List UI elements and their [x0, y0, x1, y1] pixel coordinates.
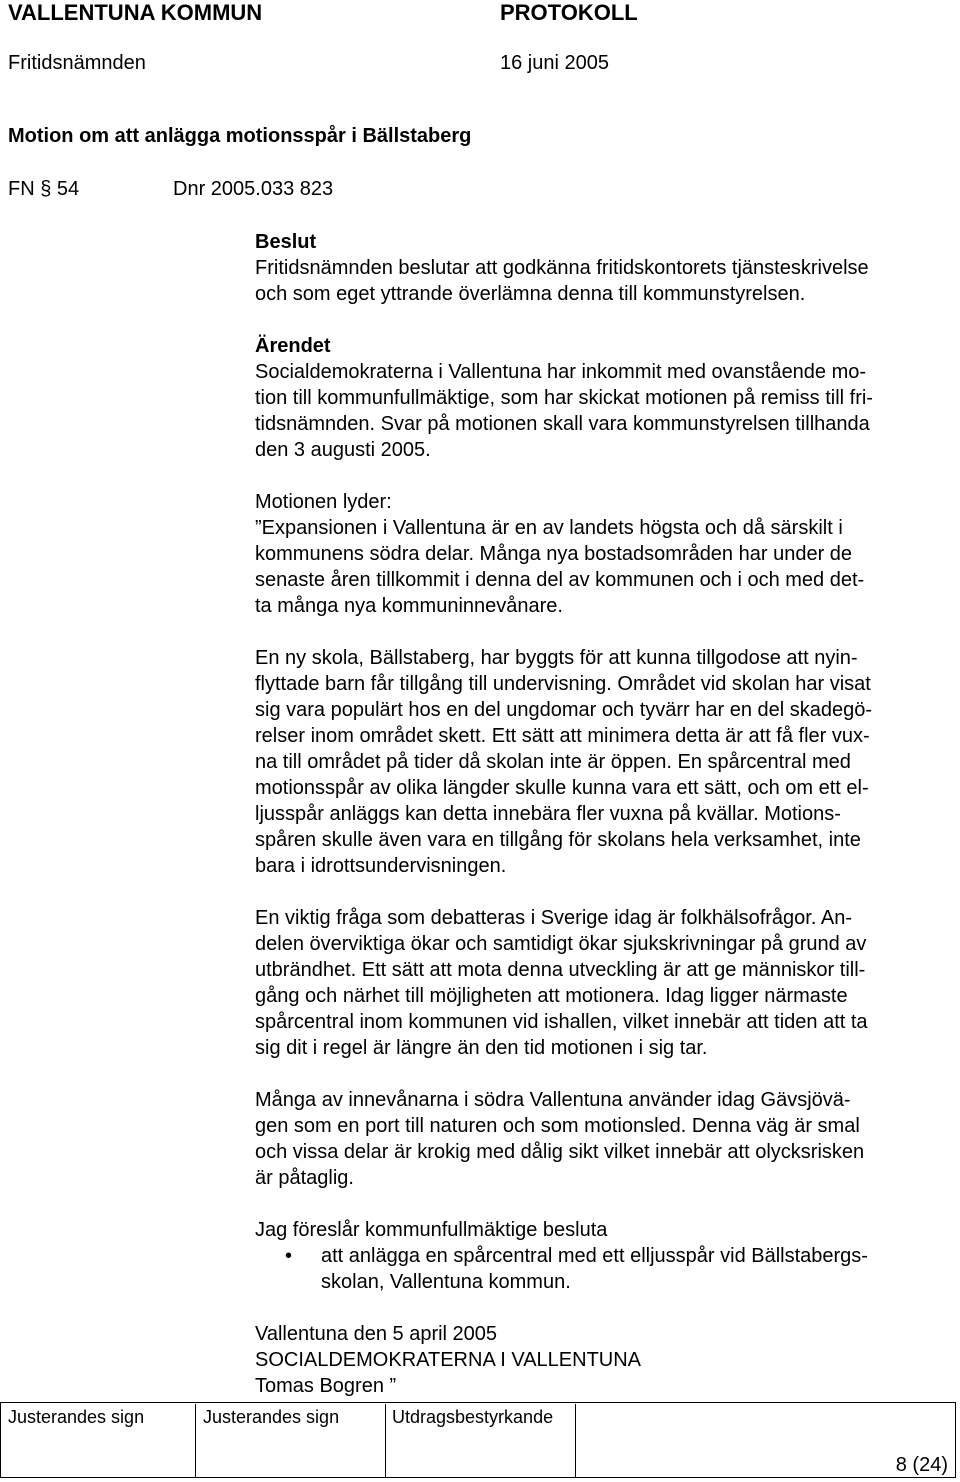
- motion-paragraph-2: [255, 645, 955, 879]
- case-number: Dnr 2005.033 823: [173, 178, 334, 200]
- document-type: PROTOKOLL: [500, 0, 638, 25]
- signature-date: Vallentuna den 5 april 2005: [255, 1323, 498, 1345]
- signature-name: Tomas Bogren ”: [255, 1375, 397, 1397]
- beslut-heading: Beslut: [255, 231, 317, 253]
- text-line: sig vara populärt hos en del ungdomar och tyvärr har en del skadegö-: [255, 699, 873, 721]
- text-line: skolan, Vallentuna kommun.: [321, 1271, 571, 1293]
- meeting-date: 16 juni 2005: [500, 52, 609, 74]
- text-line: att anlägga en spårcentral med ett elljusspår vid Bällstabergs-: [321, 1245, 868, 1267]
- text-line: Fritidsnämnden beslutar att godkänna fritidskontorets tjänsteskrivelse: [255, 257, 869, 279]
- text-line: flyttade barn får tillgång till undervisning. Området vid skolan har visat: [255, 673, 871, 695]
- text-line: och som eget yttrande överlämna denna till kommunstyrelsen.: [255, 283, 806, 305]
- text-line: tidsnämnden. Svar på motionen skall vara kommunstyrelsen tillhanda: [255, 413, 870, 435]
- text-line: ljusspår anläggs kan detta innebära fler vuxna på kvällar. Motions-: [255, 803, 841, 825]
- section-number: FN § 54: [8, 178, 80, 200]
- arendet-text: [255, 359, 955, 463]
- page-number: 8 (24): [895, 1454, 948, 1476]
- justerandes-sign-1: Justerandes sign: [8, 1407, 145, 1427]
- beslut-text: [255, 255, 955, 307]
- text-line: gång och närhet till möjligheten att motionera. Idag ligger närmaste: [255, 985, 848, 1007]
- motion-paragraph-3: [255, 905, 955, 1061]
- text-line: är påtaglig.: [255, 1167, 354, 1189]
- bullet-icon: •: [285, 1245, 293, 1267]
- text-line: gen som en port till naturen och som motionsled. Denna väg är smal: [255, 1115, 860, 1137]
- motion-paragraph-1: [255, 515, 955, 619]
- motion-paragraph-4: [255, 1087, 955, 1191]
- proposal-intro: Jag föreslår kommunfullmäktige besluta: [255, 1219, 608, 1241]
- document-body: [255, 229, 955, 1399]
- text-line: na till området på tider då skolan inte är öppen. En spårcentral med: [255, 751, 851, 773]
- text-line: utbrändhet. Ett sätt att mota denna utveckling är att ge människor till-: [255, 959, 866, 981]
- text-line: den 3 augusti 2005.: [255, 439, 431, 461]
- page-title: Motion om att anlägga motionsspår i Bällstaberg: [8, 125, 472, 147]
- text-line: ta många nya kommuninnevånare.: [255, 595, 563, 617]
- justerandes-sign-2: Justerandes sign: [203, 1407, 340, 1427]
- signature-block: [255, 1321, 955, 1399]
- footer: [0, 1402, 956, 1478]
- text-line: motionsspår av olika längder skulle kunna vara ett sätt, och om ett el-: [255, 777, 869, 799]
- text-line: kommunens södra delar. Många nya bostadsområden har under de: [255, 543, 853, 565]
- motion-intro: Motionen lyder:: [255, 491, 392, 513]
- proposal-bullet: [255, 1243, 955, 1295]
- text-line: Socialdemokraterna i Vallentuna har inkommit med ovanstående mo-: [255, 361, 867, 383]
- text-line: Många av innevånarna i södra Vallentuna använder idag Gävsjövä-: [255, 1089, 851, 1111]
- text-line: bara i idrottsundervisningen.: [255, 855, 507, 877]
- text-line: delen överviktiga ökar och samtidigt ökar sjukskrivningar på grund av: [255, 933, 867, 955]
- text-line: relser inom området skett. Ett sätt att minimera detta är att få fler vux-: [255, 725, 870, 747]
- signature-party: SOCIALDEMOKRATERNA I VALLENTUNA: [255, 1349, 642, 1371]
- text-line: spårcentral inom kommunen vid ishallen, vilket innebär att tiden att ta: [255, 1011, 868, 1033]
- arendet-heading: Ärendet: [255, 335, 331, 357]
- text-line: En viktig fråga som debatteras i Sverige idag är folkhälsofrågor. An-: [255, 907, 852, 929]
- municipality-name: VALLENTUNA KOMMUN: [8, 0, 263, 25]
- text-line: och vissa delar är krokig med dålig sikt vilket innebär att olycksrisken: [255, 1141, 865, 1163]
- text-line: senaste åren tillkommit i denna del av kommunen och i och med det-: [255, 569, 865, 591]
- text-line: spåren skulle även vara en tillgång för skolans hela verksamhet, inte: [255, 829, 861, 851]
- utdragsbestyrkande: Utdragsbestyrkande: [392, 1407, 554, 1427]
- text-line: ”Expansionen i Vallentuna är en av landets högsta och då särskilt i: [255, 517, 843, 539]
- text-line: tion till kommunfullmäktige, som har skickat motionen på remiss till fri-: [255, 387, 873, 409]
- board-name: Fritidsnämnden: [8, 52, 146, 74]
- text-line: sig dit i regel är längre än den tid motionen i sig tar.: [255, 1037, 708, 1059]
- text-line: En ny skola, Bällstaberg, har byggts för att kunna tillgodose att nyin-: [255, 647, 858, 669]
